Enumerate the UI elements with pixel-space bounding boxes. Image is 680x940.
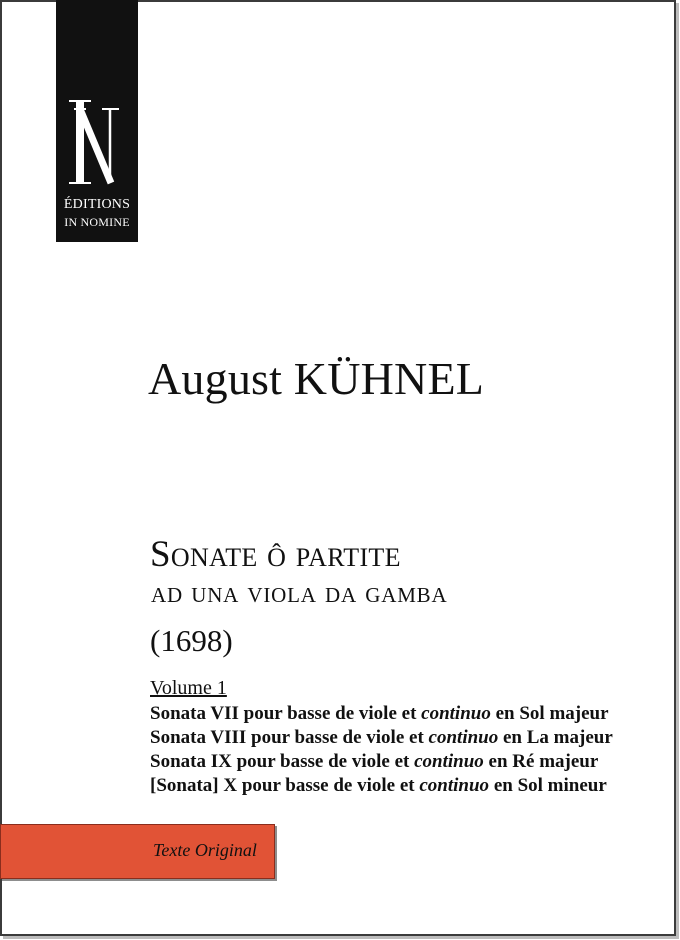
sonata-item-vii (150, 702, 665, 726)
publisher-name-line-2: IN NOMINE (64, 215, 130, 229)
original-text-banner (0, 824, 275, 879)
sonata-x-title: [Sonata] X pour basse de viole et (150, 775, 420, 796)
continuo-term: continuo (421, 703, 491, 724)
sonata-item-viii (150, 726, 665, 750)
sonata-ix-key: en Ré majeur (483, 751, 599, 772)
sonata-vii-title: Sonata VII pour basse de viole et (150, 703, 422, 724)
sonata-ix-title: Sonata IX pour basse de viole et (150, 751, 415, 772)
sonata-vii-key: en Sol majeur (490, 703, 609, 724)
continuo-term: continuo (428, 727, 499, 748)
publisher-name-line-1: ÉDITIONS (63, 197, 131, 212)
volume-label: Volume 1 (150, 677, 227, 699)
publication-year: (1698) (150, 623, 233, 658)
sonata-x-key: en Sol mineur (489, 775, 607, 796)
editions-in-nomine-logo (66, 95, 128, 189)
continuo-term: continuo (419, 775, 490, 796)
sonata-item-ix (150, 750, 665, 774)
work-title-line-1: Sonate ô partite (150, 534, 401, 575)
publisher-badge (56, 0, 138, 242)
original-text-label: Texte Original (153, 840, 257, 860)
work-title-line-2: ad una viola da gamba (151, 576, 448, 609)
sonata-list (150, 702, 665, 798)
sonata-viii-title: Sonata VIII pour basse de viole et (150, 727, 429, 748)
continuo-term: continuo (414, 751, 484, 772)
composer-name: August KÜHNEL (148, 353, 485, 404)
sonata-item-x (150, 774, 665, 798)
sonata-viii-key: en La majeur (498, 727, 613, 748)
